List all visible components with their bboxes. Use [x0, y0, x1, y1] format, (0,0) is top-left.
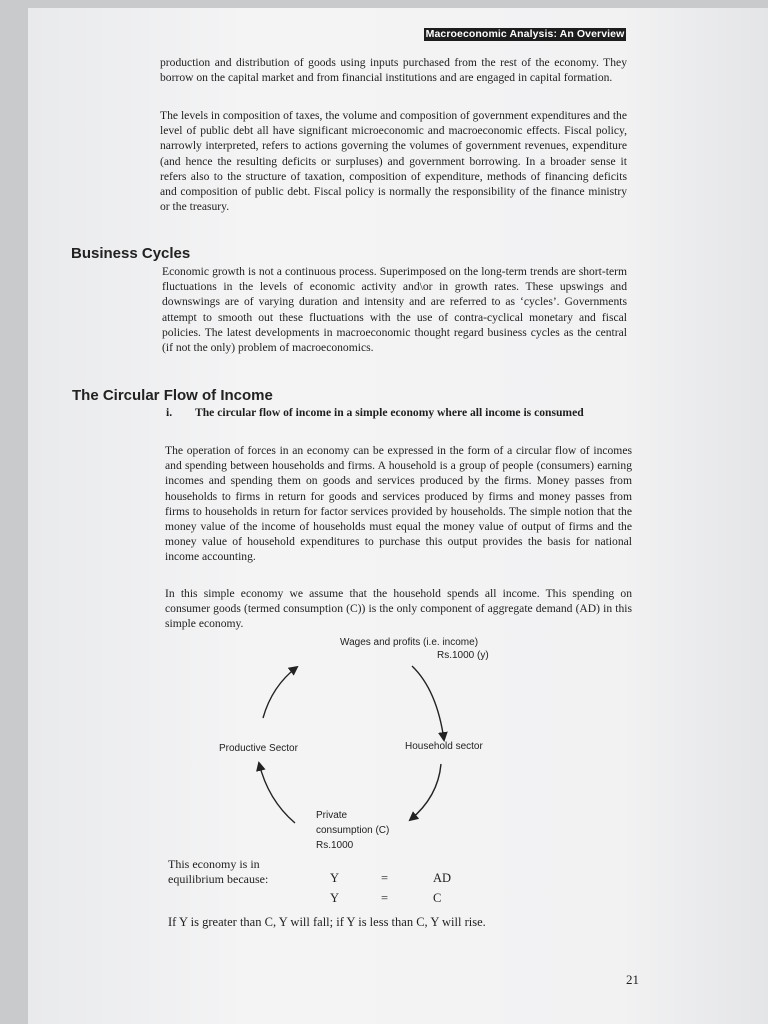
- circular-flow-paragraph-1: The operation of forces in an economy can be expressed in the form of a circular flow of incomes and spending between households and firms. A household is a group of people (consumers) earning incomes and spending them on goods and services produced by the firms. Money passes from households to firms in return for goods and services produced by firms and money passes from firms to households in return for factor services provided by households. The simple notion that the money value of the income of households must equal the money value of output of firms and the money value of household expenditures to purchase this output provides the basis for national income accounting.: [165, 444, 632, 564]
- diagram-bottom-label-1: Private: [316, 810, 348, 821]
- business-cycles-paragraph: Economic growth is not a continuous process. Superimposed on the long-term trends are short-term fluctuations in the levels of economic activity and\or in growth rates. These upswings and downswings are of varying duration and intensity and are referred to as ‘cycles’. Governments attempt to smooth out these fluctuations with the use of contra-cyclical monetary and fiscal policies. The latest developments in macroeconomic thought regard business cycles as the central (if not the only) problem of macroeconomics.: [162, 265, 627, 355]
- business-cycles-heading: Business Cycles: [71, 245, 191, 262]
- eq1-sign: =: [381, 871, 389, 885]
- eq2-sign: =: [381, 891, 389, 905]
- arrow-consumption-to-productive: [259, 763, 295, 823]
- intro-paragraph-1: production and distribution of goods using inputs purchased from the rest of the economy. They borrow on the capital market and from financial institutions and are engaged in capital formation.: [160, 56, 627, 85]
- arrow-household-to-consumption: [410, 764, 441, 820]
- diagram-top-label-2: Rs.1000 (y): [437, 650, 489, 661]
- eq1-left: Y: [330, 871, 340, 885]
- diagram-right-label: Household sector: [405, 741, 483, 752]
- running-header: Macroeconomic Analysis: An Overview: [425, 28, 625, 40]
- diagram-bottom-label-2: consumption (C): [316, 825, 390, 836]
- diagram-top-label-1: Wages and profits (i.e. income): [340, 637, 479, 648]
- diagram-left-label: Productive Sector: [219, 743, 298, 754]
- diagram-bottom-label-3: Rs.1000: [316, 840, 354, 851]
- equilibrium-intro-2: equilibrium because:: [168, 872, 269, 886]
- eq2-left: Y: [330, 891, 340, 905]
- eq2-right: C: [433, 891, 442, 905]
- page-number: 21: [626, 972, 639, 987]
- eq1-right: AD: [433, 871, 452, 885]
- arrow-income-to-household: [412, 666, 444, 740]
- equilibrium-intro-1: This economy is in: [168, 857, 260, 871]
- circular-flow-heading: The Circular Flow of Income: [72, 387, 273, 404]
- sub-section-title: The circular flow of income in a simple economy where all income is consumed: [195, 406, 584, 419]
- arrow-productive-to-income: [263, 667, 297, 718]
- sub-section-number: i.: [166, 406, 173, 419]
- circular-flow-paragraph-2: In this simple economy we assume that the household spends all income. This spending on consumer goods (termed consumption (C)) is the only component of aggregate demand (AD) in this simple economy.: [165, 587, 632, 631]
- intro-paragraph-2: The levels in composition of taxes, the volume and composition of government expenditures and the level of public debt all have significant microeconomic and macroeconomic effects. Fiscal policy, narrowly interpreted, refers to actions governing the volumes of government revenues, expenditure (and hence the resulting deficits or surpluses) and government borrowing. In a broader sense it refers also to the structure of taxation, composition of expenditure, methods of financing deficits and composition of public debt. Fiscal policy is normally the responsibility of the finance ministry or the treasury.: [160, 109, 627, 214]
- equilibrium-conclusion: If Y is greater than C, Y will fall; if Y is less than C, Y will rise.: [168, 915, 486, 929]
